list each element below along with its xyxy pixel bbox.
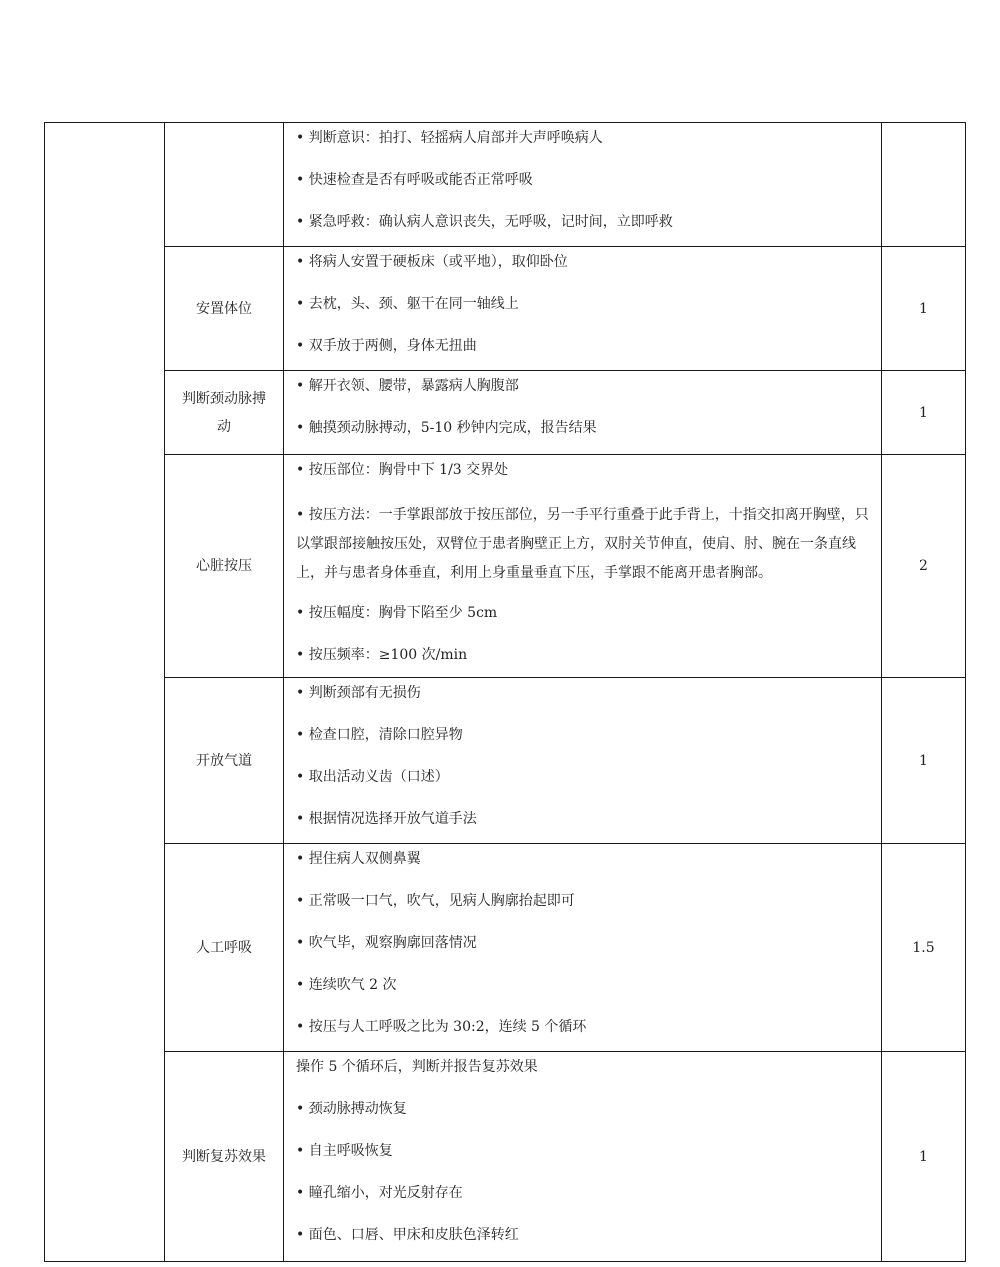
- list-item: • 面色、口唇、甲床和皮肤色泽转红: [296, 1227, 519, 1243]
- list-item: • 去枕，头、颈、躯干在同一轴线上: [296, 296, 519, 312]
- item-label: 人工呼吸: [196, 939, 252, 956]
- item-label: 判断复苏效果: [182, 1148, 266, 1165]
- score-cell: 2: [882, 455, 966, 678]
- list-item: • 双手放于两侧，身体无扭曲: [296, 338, 477, 354]
- score-cell: 1: [882, 247, 966, 371]
- list-item: 操作 5 个循环后，判断并报告复苏效果: [296, 1059, 538, 1075]
- list-item: • 颈动脉搏动恢复: [296, 1101, 407, 1117]
- item-cell: [165, 371, 284, 455]
- score-cell: 1: [882, 1052, 966, 1262]
- score-cell: [882, 123, 966, 247]
- list-item: • 紧急呼救：确认病人意识丧失，无呼吸，记时间，立即呼救: [296, 214, 673, 230]
- list-item: • 瞳孔缩小，对光反射存在: [296, 1185, 463, 1201]
- item-cell: [165, 678, 284, 844]
- list-item: • 判断意识：拍打、轻摇病人肩部并大声呼唤病人: [296, 130, 603, 146]
- item-label: 心脏按压: [196, 558, 252, 574]
- table-row: [45, 1052, 966, 1262]
- content-cell: [284, 678, 882, 844]
- item-label: 开放气道: [196, 752, 252, 769]
- list-item: • 按压频率：≥100 次/min: [296, 647, 468, 663]
- list-item: • 正常吸一口气，吹气，见病人胸廓抬起即可: [296, 893, 575, 909]
- list-item: • 按压与人工呼吸之比为 30:2，连续 5 个循环: [296, 1019, 587, 1035]
- content-cell: [284, 123, 882, 247]
- list-item: • 按压方法：一手掌跟部放于按压部位，另一手平行重叠于此手背上，十指交扣离开胸壁，只以掌跟部接触按压处，双臂位于患者胸壁正上方，双肘关节伸直，使肩、肘、腕在一条直线上，并与患者身体垂直，利用上身重量垂直下压，手掌跟不能离开患者胸部。: [296, 507, 869, 581]
- item-cell: [165, 247, 284, 371]
- list-item: • 触摸颈动脉搏动，5-10 秒钟内完成，报告结果: [296, 420, 597, 436]
- list-item: • 自主呼吸恢复: [296, 1143, 393, 1159]
- cpr-scoring-table: [44, 122, 966, 1262]
- content-cell: [284, 1052, 882, 1262]
- table-row: [45, 371, 966, 455]
- item-cell: [165, 455, 284, 678]
- list-item: • 判断颈部有无损伤: [296, 685, 421, 701]
- table-row: [45, 455, 966, 678]
- list-item: • 解开衣领、腰带，暴露病人胸腹部: [296, 378, 519, 394]
- list-item: • 取出活动义齿（口述）: [296, 769, 449, 785]
- content-cell: [284, 247, 882, 371]
- item-label: 安置体位: [196, 300, 252, 317]
- list-item: • 快速检查是否有呼吸或能否正常呼吸: [296, 172, 533, 188]
- list-item: • 连续吹气 2 次: [296, 977, 397, 993]
- table-row: [45, 678, 966, 844]
- list-item: • 根据情况选择开放气道手法: [296, 811, 477, 827]
- table-row: [45, 123, 966, 247]
- score-cell: 1: [882, 371, 966, 455]
- item-cell: [165, 844, 284, 1052]
- item-cell: [165, 123, 284, 247]
- list-item: • 将病人安置于硬板床（或平地），取仰卧位: [296, 254, 568, 270]
- list-item: • 按压部位：胸骨中下 1/3 交界处: [296, 462, 509, 478]
- score-cell: 1: [882, 678, 966, 844]
- table-row: [45, 844, 966, 1052]
- item-label: 判断颈动脉搏动: [182, 390, 266, 435]
- category-cell: [45, 123, 165, 1262]
- table-row: [45, 247, 966, 371]
- content-cell: [284, 455, 882, 678]
- item-cell: [165, 1052, 284, 1262]
- list-item: • 检查口腔，清除口腔异物: [296, 727, 463, 743]
- list-item: • 吹气毕，观察胸廓回落情况: [296, 935, 477, 951]
- list-item: • 捏住病人双侧鼻翼: [296, 851, 421, 867]
- list-item: • 按压幅度：胸骨下陷至少 5cm: [296, 605, 498, 621]
- content-cell: [284, 844, 882, 1052]
- content-cell: [284, 371, 882, 455]
- score-cell: 1.5: [882, 844, 966, 1052]
